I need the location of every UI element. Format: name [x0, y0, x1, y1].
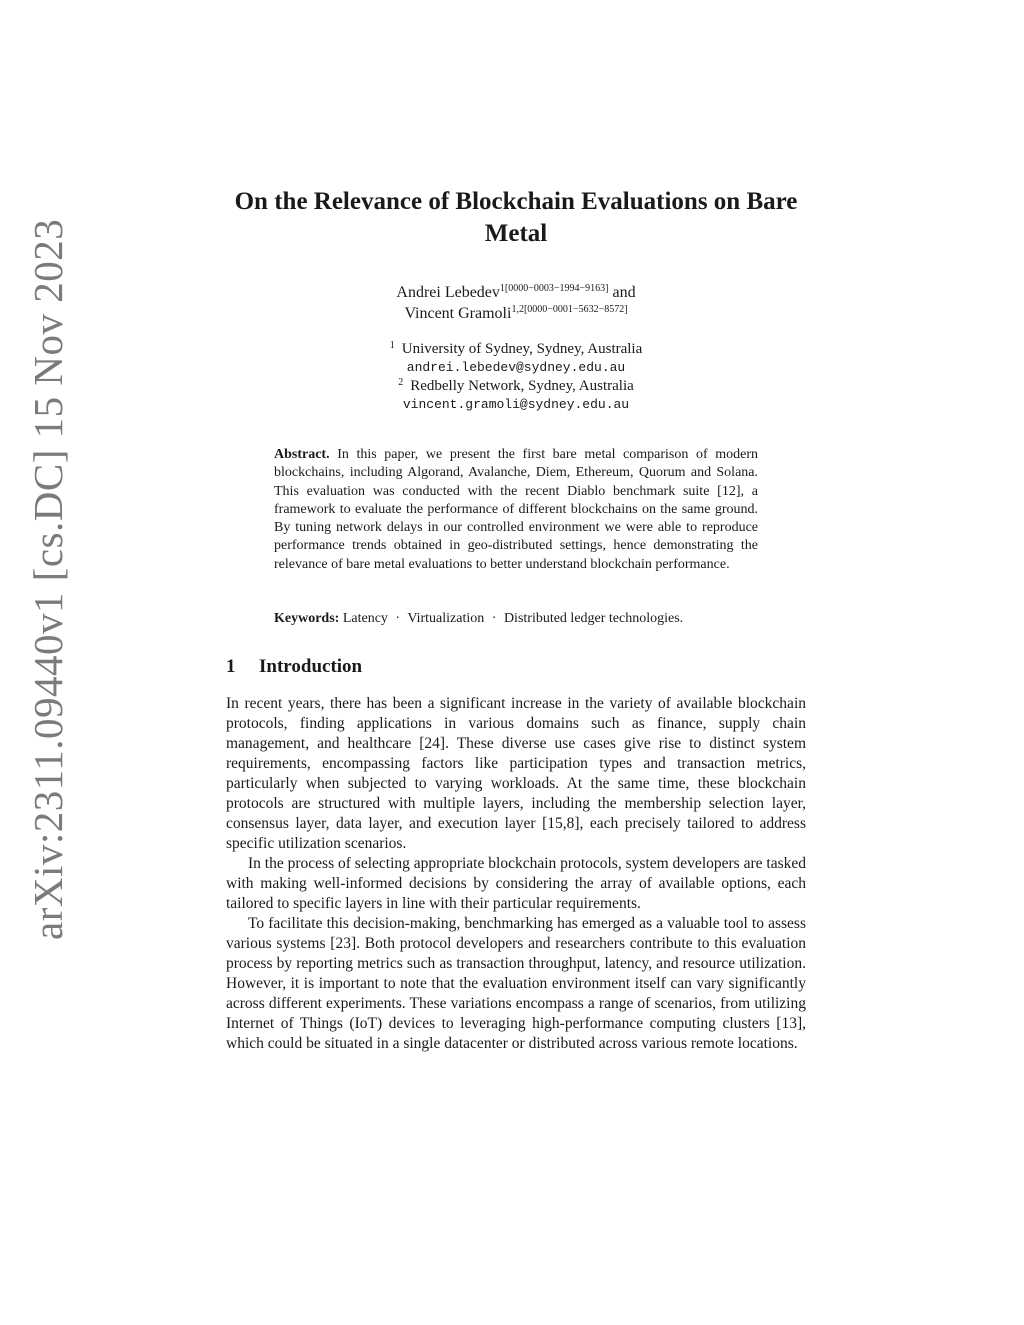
- keyword: Virtualization: [407, 611, 485, 626]
- author-conjunction: and: [608, 284, 636, 301]
- keyword-separator: ·: [491, 611, 497, 626]
- paragraph: In recent years, there has been a significant increase in the variety of available blockchain protocols, finding applications in various domains such as finance, supply chain management, and healthcare [24]. These diverse use cases give rise to distinct system requirements, encompassing factors like participation types and transaction metrics, particularly when subjected to varying workloads. At the same time, these blockchain protocols are structured with multiple layers, including the membership selection layer, consensus layer, data layer, and execution layer [15,8], each precisely tailored to address specific utilization scenarios.: [226, 695, 806, 852]
- author-affiliation-orcid: 1[0000−0003−1994−9163]: [499, 283, 609, 294]
- affiliation: [226, 377, 806, 396]
- affiliation-institution: Redbelly Network, Sydney, Australia: [410, 378, 634, 394]
- affiliation-list: [226, 340, 806, 414]
- affiliation-institution: University of Sydney, Sydney, Australia: [401, 341, 643, 357]
- section-number: 1: [226, 656, 236, 677]
- keyword: Distributed ledger technologies.: [503, 611, 684, 626]
- paragraph: To facilitate this decision-making, benchmarking has emerged as a valuable tool to assess various systems [23]. Both protocol developers and researchers contribute to this evaluation process by reporting metrics such as transaction throughput, latency, and resource utilization. However, it is important to note that the evaluation environment itself can vary significantly across different experiments. These variations encompass a range of scenarios, from utilizing Internet of Things (IoT) devices to leveraging high-performance computing clusters [13], which could be situated in a single datacenter or distributed across various remote locations.: [226, 915, 806, 1052]
- keyword-separator: ·: [395, 611, 401, 626]
- arxiv-identifier: arXiv:2311.09440v1 [cs.DC] 15 Nov 2023: [25, 218, 71, 940]
- author-line: [226, 303, 806, 324]
- section-heading: [226, 656, 362, 678]
- author-email[interactable]: vincent.gramoli@sydney.edu.au: [402, 396, 630, 412]
- section-title: Introduction: [259, 656, 363, 677]
- keyword: Latency: [342, 611, 388, 626]
- affiliation: [226, 340, 806, 359]
- paragraph: In the process of selecting appropriate blockchain protocols, system developers are tasked with making well-informed decisions by considering the array of available options, each tailored to specific layers in line with their particular requirements.: [226, 855, 806, 912]
- author-name: Vincent Gramoli: [404, 305, 512, 322]
- author-list: [226, 282, 806, 324]
- abstract-label: Abstract.: [274, 447, 330, 462]
- author-affiliation-orcid: 1,2[0000−0001−5632−8572]: [511, 304, 628, 315]
- affiliation-number: 2: [398, 377, 404, 388]
- section-body: [226, 694, 806, 1054]
- affiliation-number: 1: [389, 340, 395, 351]
- keywords: [274, 610, 758, 628]
- keywords-label: Keywords:: [274, 611, 340, 626]
- author-name: Andrei Lebedev: [396, 284, 500, 301]
- abstract-text: In this paper, we present the first bare metal comparison of modern blockchains, including Algorand, Avalanche, Diem, Ethereum, Quorum and Solana. This evaluation was conducted with the recent Diablo benchmark suite [12], a framework to evaluate the performance of different blockchains on the same ground. By tuning network delays in our controlled environment we were able to reproduce performance trends obtained in geo-distributed settings, hence demonstrating the relevance of bare metal evaluations to better understand blockchain performance.: [274, 447, 758, 572]
- paper-title: On the Relevance of Blockchain Evaluations on Bare Metal: [234, 188, 798, 247]
- author-email[interactable]: andrei.lebedev@sydney.edu.au: [406, 359, 626, 375]
- abstract: [274, 446, 758, 574]
- author-line: [226, 282, 806, 303]
